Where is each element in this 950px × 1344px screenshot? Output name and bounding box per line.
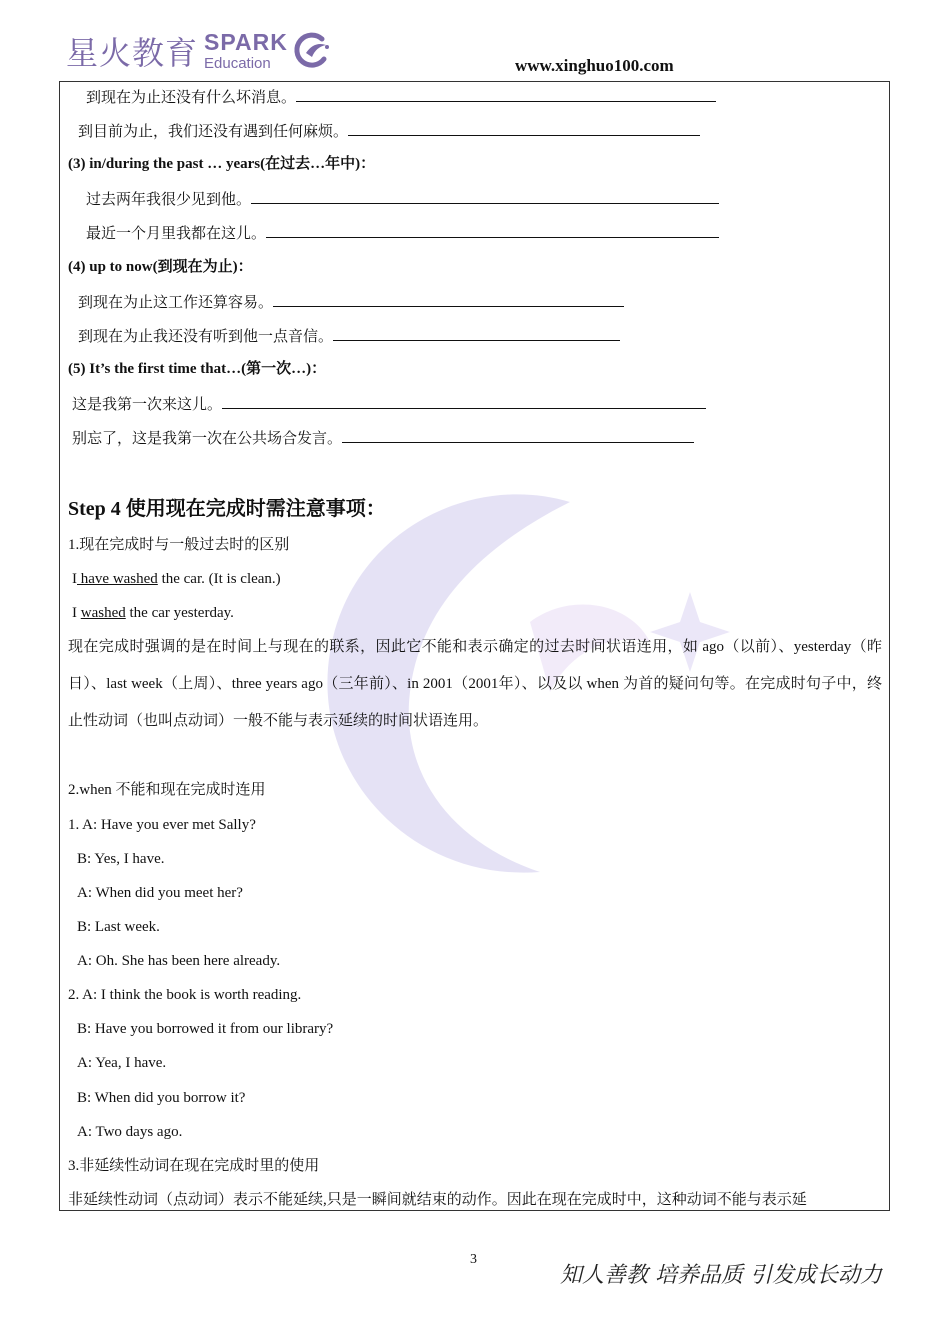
explanation-paragraph: 非延续性动词（点动词）表示不能延续,只是一瞬间就结束的动作。因此在现在完成时中，这种动词不能与表示延	[68, 1192, 807, 1208]
section-title: 2.when 不能和现在完成时连用	[68, 782, 266, 798]
slogan: 知人善教 培养品质 引发成长动力	[560, 1263, 882, 1288]
logo-education-text: Education	[204, 55, 271, 72]
logo-spark-text: SPARK	[204, 29, 288, 55]
underlined-verb: washed	[80, 605, 126, 621]
exercise-line: 到现在为止我还没有听到他一点音信。	[78, 325, 620, 347]
dialogue-line: 1. A: Have you ever met Sally?	[68, 817, 256, 833]
dialogue-line: B: Yes, I have.	[77, 851, 165, 867]
dialogue-line: A: Yea, I have.	[77, 1055, 167, 1071]
explanation-paragraph: 现在完成时强调的是在时间上与现在的联系，因此它不能和表示确定的过去时间状语连用，如 ago（以前）、yesterday（昨日）、last week（上周）、three years ago（三年前）、in 2001（2001年）、以及以 when 为首的疑问句等。在完成时句子中，终止性动词（也叫点动词）一般不能与表示延续的时间状语连用。	[68, 639, 882, 729]
answer-blank[interactable]	[273, 291, 624, 307]
site-url: www.xinghuo100.com	[515, 56, 674, 75]
section-title: 1.现在完成时与一般过去时的区别	[68, 537, 290, 553]
exercise-line: 到现在为止还没有什么坏消息。	[86, 86, 716, 108]
dialogue-line: A: Two days ago.	[77, 1124, 183, 1140]
subheading: (5) It’s the first time that…(第一次…)：	[68, 361, 327, 377]
dialogue-line: B: Last week.	[77, 919, 160, 935]
answer-blank[interactable]	[266, 222, 719, 238]
exercise-line: 最近一个月里我都在这儿。	[86, 222, 719, 244]
answer-blank[interactable]	[222, 393, 706, 409]
spark-swirl-icon	[292, 31, 332, 71]
section-title: 3.非延续性动词在现在完成时里的使用	[68, 1158, 320, 1174]
logo-english-text	[204, 31, 288, 71]
dialogue-line: A: Oh. She has been here already.	[77, 953, 281, 969]
dialogue-line: A: When did you meet her?	[77, 885, 243, 901]
content-frame	[59, 81, 890, 1211]
exercise-line: 到目前为止，我们还没有遇到任何麻烦。	[78, 120, 700, 142]
underlined-verb: have washed	[77, 571, 158, 587]
example-sentence: I washed the car yesterday.	[72, 605, 234, 621]
exercise-line: 到现在为止这工作还算容易。	[78, 291, 624, 313]
exercise-line: 过去两年我很少见到他。	[86, 188, 719, 210]
example-sentence: I have washed the car. (It is clean.)	[72, 571, 281, 587]
page-number: 3	[470, 1252, 477, 1267]
exercise-line: 别忘了，这是我第一次在公共场合发言。	[72, 427, 694, 449]
answer-blank[interactable]	[342, 427, 694, 443]
subheading: (4) up to now(到现在为止)：	[68, 259, 253, 275]
logo-chinese-text: 星火教育	[66, 34, 199, 72]
exercise-line: 这是我第一次来这儿。	[72, 393, 706, 415]
dialogue-line: 2. A: I think the book is worth reading.	[68, 987, 302, 1003]
dialogue-line: B: When did you borrow it?	[77, 1090, 246, 1106]
answer-blank[interactable]	[251, 188, 719, 204]
answer-blank[interactable]	[333, 325, 620, 341]
answer-blank[interactable]	[348, 120, 700, 136]
spark-education-logo	[66, 28, 332, 74]
step4-heading: Step 4 使用现在完成时需注意事项：	[68, 498, 386, 520]
answer-blank[interactable]	[296, 86, 716, 102]
dialogue-line: B: Have you borrowed it from our library?	[77, 1021, 334, 1037]
subheading: (3) in/during the past … years(在过去…年中)：	[68, 156, 376, 172]
